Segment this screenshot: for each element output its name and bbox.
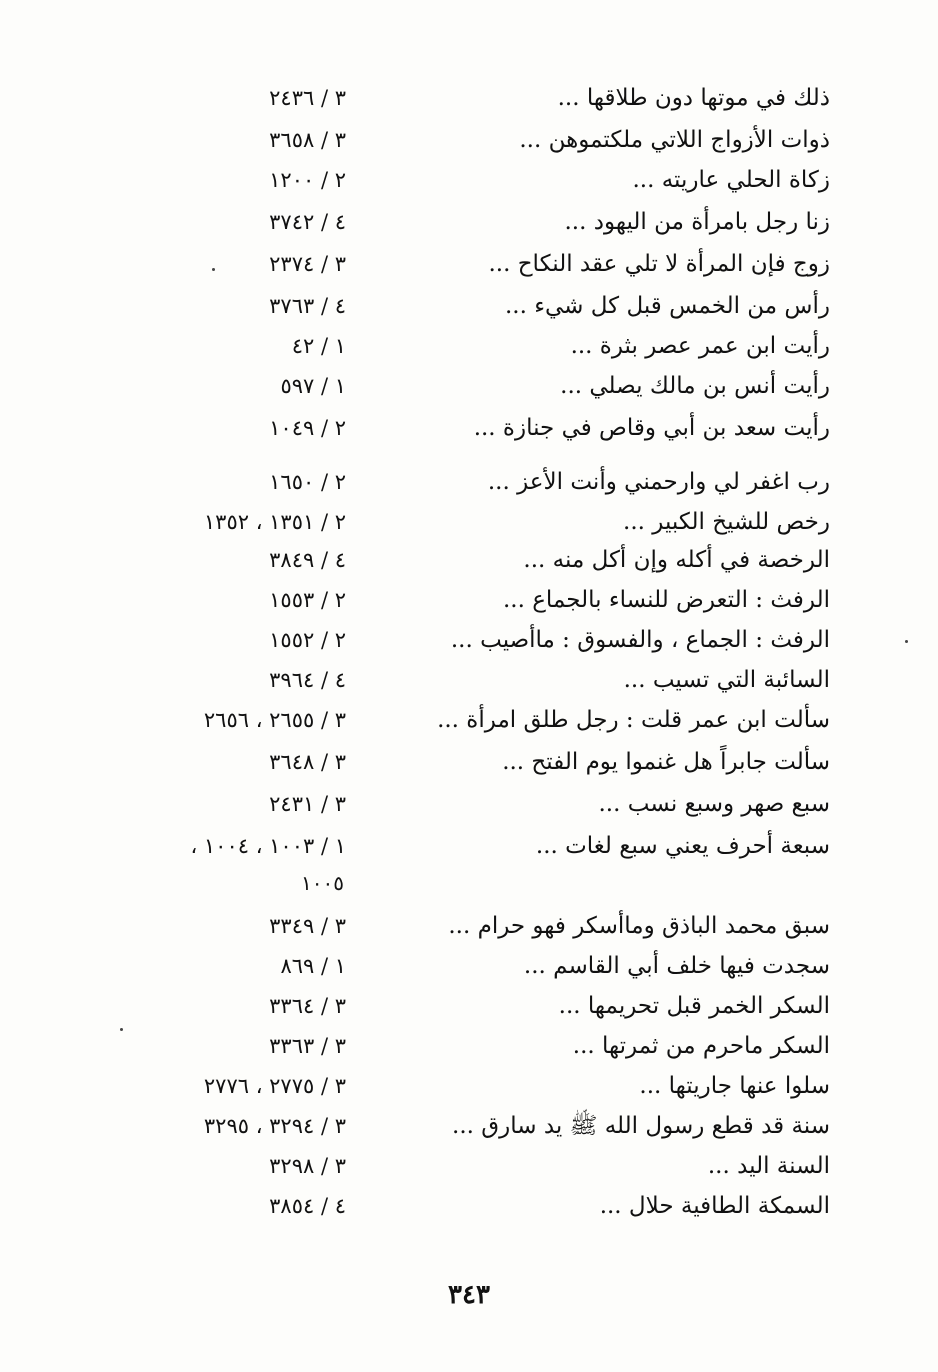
index-entry (0, 78, 938, 118)
entry-text: سبعة أحرف يعني سبع لغات ... (535, 833, 830, 859)
entry-reference: ٢ / ١٠٤٩ (269, 416, 346, 440)
entry-reference-continuation: ١٠٠٥ (301, 871, 344, 895)
entry-text: رأيت أنس بن مالك يصلي ... (560, 373, 830, 399)
entry-reference: ٣ / ٢٧٧٥ ، ٢٧٧٦ (203, 1074, 346, 1098)
entry-reference: ٣ / ٢٣٧٤ (269, 252, 346, 276)
entry-reference: ٣ / ٣٣٤٩ (269, 914, 346, 938)
entry-text: سنة قد قطع رسول الله ﷺ يد سارق ... (452, 1113, 830, 1139)
index-entry (0, 1106, 938, 1146)
entry-text: السمكة الطافية حلال ... (599, 1193, 830, 1219)
entry-reference: ٣ / ٣٢٩٨ (269, 1154, 346, 1178)
index-entry (0, 366, 938, 406)
entry-text: ذلك في موتها دون طلاقها ... (557, 85, 830, 111)
index-entry (0, 202, 938, 242)
index-entry (0, 160, 938, 200)
index-entry (0, 1026, 938, 1066)
index-entry (0, 580, 938, 620)
index-entry (0, 326, 938, 366)
index-entry (0, 906, 938, 946)
entry-text: رأس من الخمس قبل كل شيء ... (504, 293, 830, 319)
entry-reference: ٢ / ١٦٥٠ (269, 470, 346, 494)
entry-text: سلوا عنها جاريتها ... (639, 1073, 830, 1099)
entry-reference: ٣ / ٢٤٣٦ (269, 86, 346, 110)
entry-text: رب اغفر لي وارحمني وأنت الأعز ... (487, 469, 830, 495)
entry-text: سألت جابراً هل غنموا يوم الفتح ... (502, 749, 830, 775)
entry-reference: ١ / ٥٩٧ (280, 374, 346, 398)
entry-text: زنا رجل بامرأة من اليهود ... (564, 209, 830, 235)
entry-text: سبع صهر وسبع نسب ... (598, 791, 830, 817)
entry-reference: ٤ / ٣٨٤٩ (269, 548, 346, 572)
index-entry (0, 660, 938, 700)
entry-reference: ١ / ٨٦٩ (280, 954, 346, 978)
entry-reference: ١ / ١٠٠٣ ، ١٠٠٤ ، (190, 834, 346, 858)
page-number: ٣٤٣ (448, 1280, 490, 1310)
entry-text: السنة اليد ... (707, 1153, 830, 1179)
entry-text: رخص للشيخ الكبير ... (623, 509, 830, 535)
entry-text: سبق محمد الباذق وماأسكر فهو حرام ... (448, 913, 830, 939)
index-entry (0, 1146, 938, 1186)
entry-text: الرفث : الجماع ، والفسوق : ماأصيب ... (450, 627, 830, 653)
entry-reference: ٣ / ٣٢٩٤ ، ٣٢٩٥ (203, 1114, 346, 1138)
entry-text: السائبة التي تسيب ... (623, 667, 830, 693)
index-entry (0, 1066, 938, 1106)
index-entry (0, 286, 938, 326)
index-entry (0, 540, 938, 580)
entry-text: ذوات الأزواج اللاتي ملكتموهن ... (519, 127, 830, 153)
entry-reference: ٤ / ٣٨٥٤ (269, 1194, 346, 1218)
entry-text: سجدت فيها خلف أبي القاسم ... (523, 953, 830, 979)
entry-text: زكاة الحلي عاريته ... (632, 167, 830, 193)
entry-reference: ٤ / ٣٧٤٢ (269, 210, 346, 234)
index-entry (0, 1186, 938, 1226)
entry-text: السكر الخمر قبل تحريمها ... (558, 993, 830, 1019)
index-entry (0, 408, 938, 448)
entry-text: رأيت سعد بن أبي وقاص في جنازة ... (473, 415, 830, 441)
entry-text: الرفث : التعرض للنساء بالجماع ... (502, 587, 830, 613)
entry-reference: ٢ / ١٥٥٣ (269, 588, 346, 612)
entry-reference: ٣ / ٢٤٣١ (269, 792, 346, 816)
entry-text: سألت ابن عمر قلت : رجل طلق امرأة ... (437, 707, 830, 733)
entry-reference: ٣ / ٢٦٥٥ ، ٢٦٥٦ (203, 708, 346, 732)
entry-reference: ٣ / ٣٣٦٣ (269, 1034, 346, 1058)
entry-reference: ١ / ٤٢ (291, 334, 346, 358)
entry-reference: ٤ / ٣٧٦٣ (269, 294, 346, 318)
entry-text: الرخصة في أكله وإن أكل منه ... (523, 547, 830, 573)
index-entry (0, 742, 938, 782)
entry-reference: ٢ / ١٣٥١ ، ١٣٥٢ (203, 510, 346, 534)
index-entry (0, 462, 938, 502)
entry-reference: ٤ / ٣٩٦٤ (269, 668, 346, 692)
index-entry (0, 620, 938, 660)
index-entry (0, 946, 938, 986)
entry-reference: ٢ / ١٥٥٢ (269, 628, 346, 652)
entry-text: السكر ماحرم من ثمرتها ... (572, 1033, 830, 1059)
index-entry (0, 784, 938, 824)
entry-reference: ٣ / ٣٦٤٨ (269, 750, 346, 774)
index-entry (0, 700, 938, 740)
entry-text: زوج فإن المرأة لا تلي عقد النكاح ... (488, 251, 830, 277)
index-entry (0, 502, 938, 542)
entry-text: رأيت ابن عمر عصر بثرة ... (570, 333, 830, 359)
entry-reference: ٢ / ١٢٠٠ (269, 168, 346, 192)
index-entry (0, 986, 938, 1026)
entry-reference: ٣ / ٣٣٦٤ (269, 994, 346, 1018)
entry-reference: ٣ / ٣٦٥٨ (269, 128, 346, 152)
index-entry (0, 244, 938, 284)
index-entry (0, 120, 938, 160)
index-entry (0, 826, 938, 866)
